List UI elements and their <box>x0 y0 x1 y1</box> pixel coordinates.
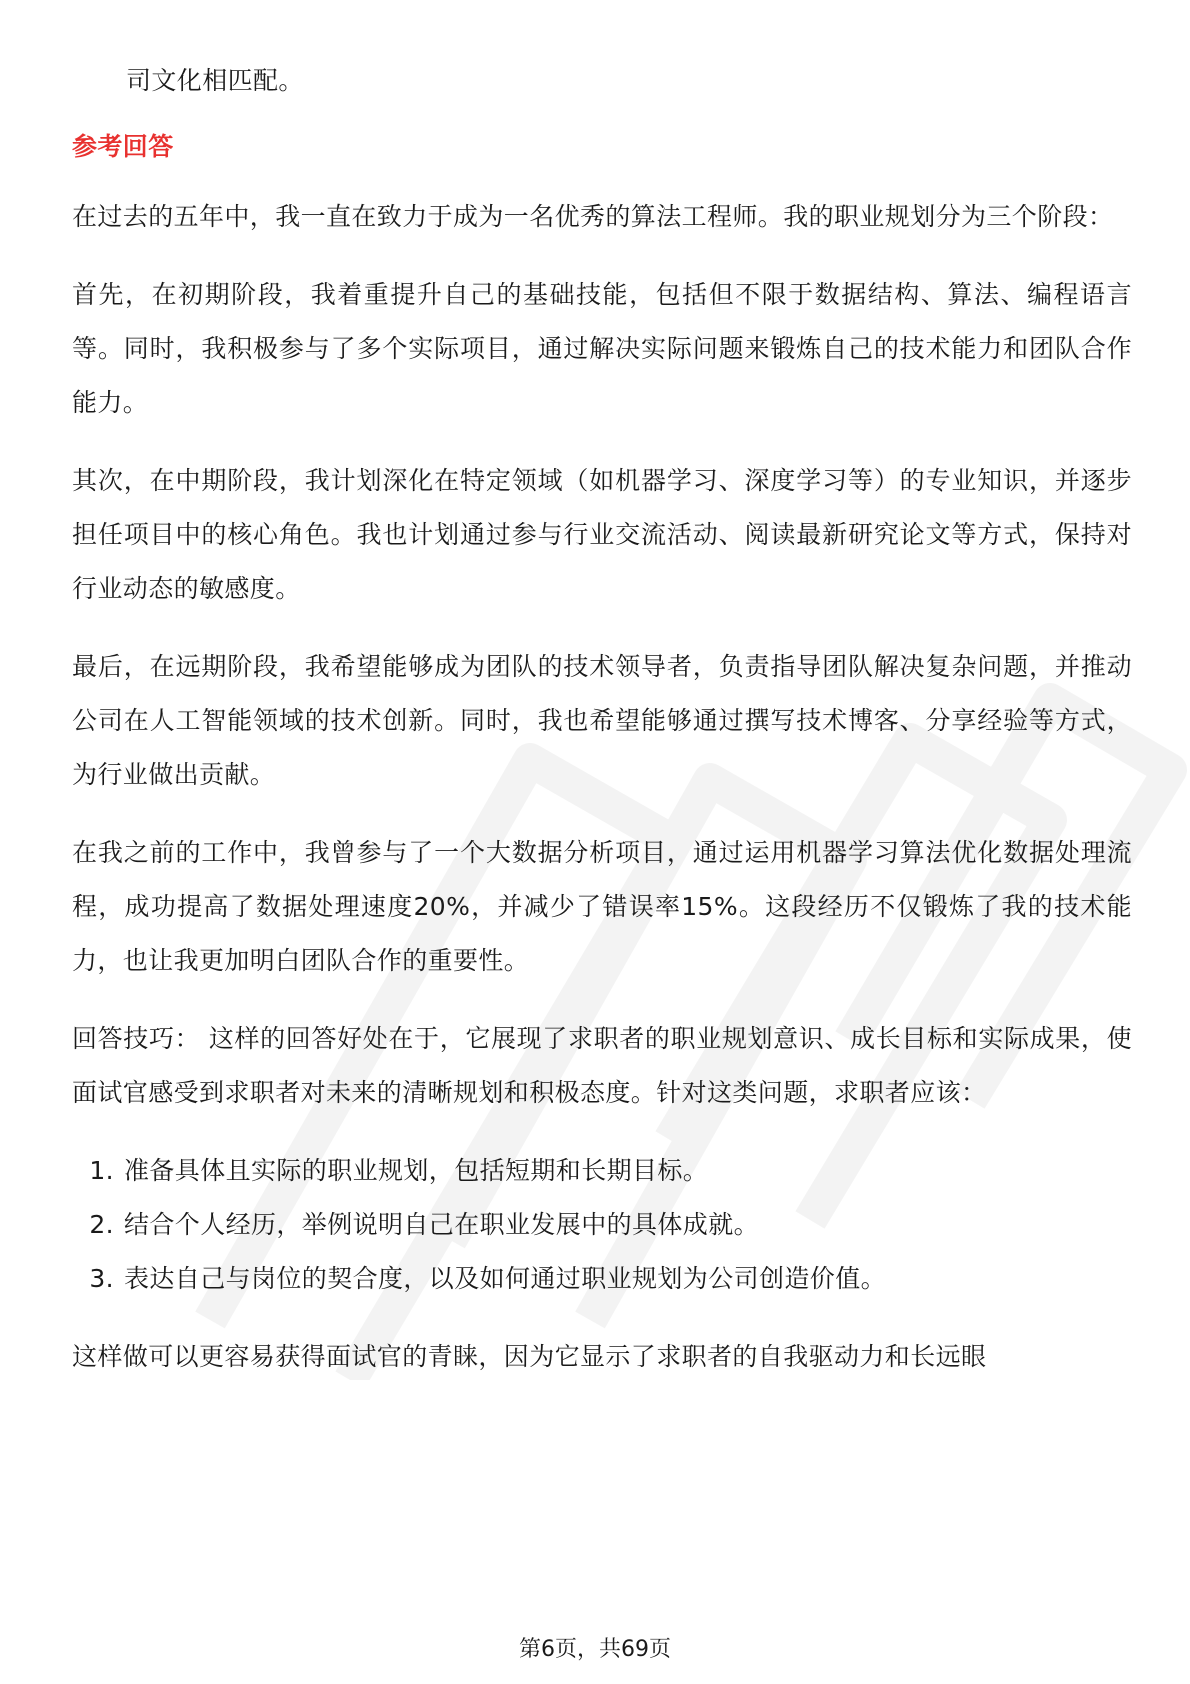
list-item-text: 准备具体且实际的职业规划，包括短期和长期目标。 <box>124 1156 709 1185</box>
document-body <box>72 54 1132 1408</box>
section-title: 参考回答 <box>72 132 174 161</box>
paragraph-tips: 回答技巧： 这样的回答好处在于，它展现了求职者的职业规划意识、成长目标和实际成果，使面试官感受到求职者对未来的清晰规划和积极态度。针对这类问题，求职者应该： <box>72 1024 1132 1107</box>
list-item <box>72 1198 1132 1252</box>
list-item-text: 表达自己与岗位的契合度，以及如何通过职业规划为公司创造价值。 <box>124 1264 887 1293</box>
paragraph-experience: 在我之前的工作中，我曾参与了一个大数据分析项目，通过运用机器学习算法优化数据处理流程，成功提高了数据处理速度20%，并减少了错误率15%。这段经历不仅锻炼了我的技术能力，也让我更加明白团队合作的重要性。 <box>72 838 1132 975</box>
page-number: 第6页，共69页 <box>519 1637 671 1662</box>
list-item-number: 2. <box>89 1210 114 1239</box>
list-item-text: 结合个人经历，举例说明自己在职业发展中的具体成就。 <box>124 1210 760 1239</box>
paragraph-intro: 在过去的五年中，我一直在致力于成为一名优秀的算法工程师。我的职业规划分为三个阶段： <box>72 202 1114 231</box>
paragraph-middle-stage: 其次，在中期阶段，我计划深化在特定领域（如机器学习、深度学习等）的专业知识，并逐步担任项目中的核心角色。我也计划通过参与行业交流活动、阅读最新研究论文等方式，保持对行业动态的敏感度。 <box>72 466 1132 603</box>
continuation-text: 司文化相匹配。 <box>126 66 304 95</box>
paragraph-initial-stage: 首先，在初期阶段，我着重提升自己的基础技能，包括但不限于数据结构、算法、编程语言等。同时，我积极参与了多个实际项目，通过解决实际问题来锻炼自己的技术能力和团队合作能力。 <box>72 280 1132 417</box>
paragraph-long-term-stage: 最后，在远期阶段，我希望能够成为团队的技术领导者，负责指导团队解决复杂问题，并推动公司在人工智能领域的技术创新。同时，我也希望能够通过撰写技术博客、分享经验等方式，为行业做出贡献。 <box>72 652 1132 789</box>
list-item-number: 3. <box>89 1264 114 1293</box>
list-item <box>72 1144 1132 1198</box>
tips-list <box>72 1144 1132 1306</box>
list-item-number: 1. <box>89 1156 114 1185</box>
list-item <box>72 1252 1132 1306</box>
paragraph-closing: 这样做可以更容易获得面试官的青睐，因为它显示了求职者的自我驱动力和长远眼 <box>72 1342 987 1371</box>
